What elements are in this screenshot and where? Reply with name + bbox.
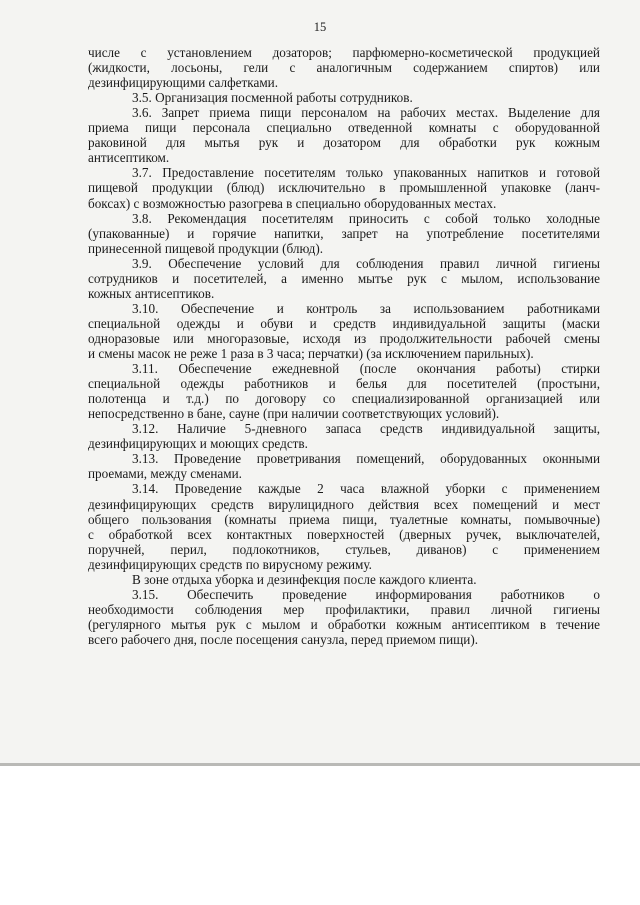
text-line: (упакованные) и горячие напитки, запрет на употребление посетителями <box>88 225 600 241</box>
text-line: 3.7. Предоставление посетителям только упакованных напитков и готовой <box>132 165 600 181</box>
text-line: принесенной пищевой продукции (блюд). <box>88 240 324 256</box>
text-line: полотенца и т.д.) по договору со специализированной организацией или <box>88 391 600 407</box>
text-line: 3.11. Обеспечение ежедневной (после окончания работы) стирки <box>132 361 600 377</box>
text-line: числе с установлением дозаторов; парфюмерно-косметической продукцией <box>88 45 600 60</box>
text-line: дезинфицирующих средств вирулицидного действия всех помещений и мест <box>88 496 600 512</box>
text-line: необходимости соблюдения мер профилактики, правил личной гигиены <box>88 601 600 617</box>
text-line: сотрудников и посетителей, а именно мытье рук с мылом, использование <box>88 270 600 286</box>
text-line: (жидкости, лосьоны, гели с аналогичным содержанием спиртов) или <box>88 60 600 76</box>
text-line: 3.13. Проведение проветривания помещений, оборудованных оконными <box>132 451 600 467</box>
text-line: 3.9. Обеспечение условий для соблюдения правил личной гигиены <box>132 255 600 271</box>
text-line: специальной одежды работников и белья для посетителей (простыни, <box>88 376 600 392</box>
text-line: 3.5. Организация посменной работы сотрудников. <box>132 90 413 106</box>
blank-margin <box>0 766 640 905</box>
text-line: пищевой продукции (блюд) исключительно в промышленной упаковке (ланч- <box>88 180 600 196</box>
text-line: 3.10. Обеспечение и контроль за использованием работниками <box>132 300 600 316</box>
text-line: всего рабочего дня, после посещения санузла, перед приемом пищи). <box>88 631 479 647</box>
text-line: общего пользования (комнаты приема пищи, туалетные комнаты, помывочные) <box>88 511 600 527</box>
text-line: с обработкой всех контактных поверхностей (дверных ручек, выключателей, <box>88 526 600 542</box>
page-number: 15 <box>313 20 327 34</box>
text-line: проемами, между сменами. <box>88 466 242 482</box>
text-line: приема пищи персонала специально отведенной комнаты с оборудованной <box>88 120 600 136</box>
text-line: 3.15. Обеспечить проведение информирования работников о <box>132 586 600 602</box>
text-line: и смены масок не реже 1 раза в 3 часа; перчатки) (за исключением парильных). <box>88 346 534 361</box>
text-line: кожных антисептиков. <box>88 285 215 301</box>
text-line: поручней, перил, подлокотников, стульев, диванов) с применением <box>88 541 600 557</box>
text-line: 3.6. Запрет приема пищи персоналом на рабочих местах. Выделение для <box>132 105 600 121</box>
text-line: специальной одежды и обуви и средств индивидуальной защиты (маски <box>88 315 600 331</box>
text-line: 3.8. Рекомендация посетителям приносить с собой только холодные <box>132 210 600 226</box>
text-line: антисептиком. <box>88 150 170 166</box>
text-line: В зоне отдыха уборка и дезинфекция после каждого клиента. <box>132 571 477 587</box>
text-line: боксах) с возможностью разогрева в специально оборудованных местах. <box>88 195 497 211</box>
text-line: дезинфицирующих и моющих средств. <box>88 436 308 452</box>
text-line: 3.14. Проведение каждые 2 часа влажной уборки с применением <box>132 481 600 497</box>
text-line: дезинфицирующих средств по вирусному режиму. <box>88 556 372 572</box>
text-line: одноразовые или многоразовые, исходя из продолжительности рабочей смены <box>88 330 600 346</box>
text-line: раковиной для мытья рук и дозатором для обработки рук кожным <box>88 135 600 151</box>
text-line: 3.12. Наличие 5-дневного запаса средств индивидуальной защиты, <box>132 421 600 437</box>
text-line: (регулярного мытья рук с мылом и обработки кожным антисептиком в течение <box>88 616 600 632</box>
text-line: дезинфицирующими салфетками. <box>88 75 279 91</box>
text-line: непосредственно в бане, сауне (при наличии соответствующих условий). <box>88 406 500 422</box>
